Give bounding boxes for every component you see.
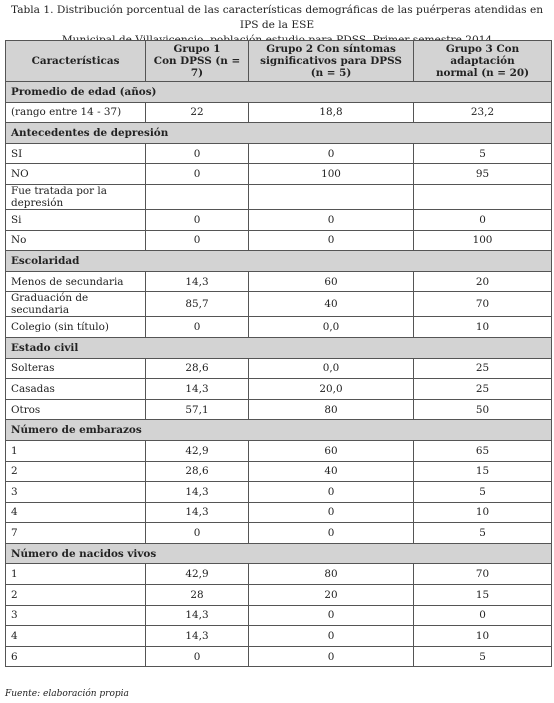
group-1-value: 14,3 — [146, 605, 249, 626]
group-1-value: 14,3 — [146, 502, 249, 523]
group-2-value: 80 — [249, 564, 414, 585]
table-row — [6, 358, 552, 379]
row-label: 3 — [6, 482, 146, 503]
group-2-value — [249, 184, 414, 209]
group-1-value: 85,7 — [146, 292, 249, 317]
group-2-value: 0 — [249, 605, 414, 626]
header-group-3: Grupo 3 Con adaptación normal (n = 20) — [414, 41, 552, 82]
table-row — [6, 271, 552, 292]
table-row — [6, 399, 552, 420]
group-3-value: 5 — [414, 482, 552, 503]
row-label: 3 — [6, 605, 146, 626]
table-row — [6, 440, 552, 461]
demographics-table — [5, 40, 552, 667]
section-label: Antecedentes de depresión — [6, 123, 552, 144]
group-1-value: 28 — [146, 585, 249, 606]
group-2-value: 18,8 — [249, 102, 414, 123]
group-2-value: 0 — [249, 143, 414, 164]
row-label: (rango entre 14 - 37) — [6, 102, 146, 123]
group-1-value: 0 — [146, 317, 249, 338]
table-row — [6, 184, 552, 209]
group-1-value: 0 — [146, 646, 249, 667]
table-row — [6, 209, 552, 230]
table-row — [6, 564, 552, 585]
group-3-value: 5 — [414, 143, 552, 164]
table-row — [6, 461, 552, 482]
group-1-value: 0 — [146, 164, 249, 185]
row-label: SI — [6, 143, 146, 164]
row-label: 1 — [6, 564, 146, 585]
group-1-value: 14,3 — [146, 626, 249, 647]
group-2-value: 20,0 — [249, 379, 414, 400]
group-2-value: 0,0 — [249, 358, 414, 379]
group-1-value: 42,9 — [146, 440, 249, 461]
caption-line-1: Tabla 1. Distribución porcentual de las características demográficas de las puérperas atendidas en IPS de la ESE — [10, 4, 544, 31]
table-row — [6, 230, 552, 251]
row-label: 1 — [6, 440, 146, 461]
group-3-value: 50 — [414, 399, 552, 420]
table-row — [6, 585, 552, 606]
group-2-value: 0,0 — [249, 317, 414, 338]
row-label: 2 — [6, 461, 146, 482]
group-1-value: 0 — [146, 143, 249, 164]
group-2-value: 0 — [249, 502, 414, 523]
group-1-value: 28,6 — [146, 461, 249, 482]
table-row — [6, 626, 552, 647]
row-label: 7 — [6, 523, 146, 544]
group-1-value: 14,3 — [146, 379, 249, 400]
row-label: 4 — [6, 626, 146, 647]
section-label: Número de embarazos — [6, 420, 552, 441]
group-3-value: 10 — [414, 502, 552, 523]
group-3-value: 5 — [414, 646, 552, 667]
source-note: Fuente: elaboración propia — [5, 689, 129, 699]
section-label: Estado civil — [6, 337, 552, 358]
section-label: Número de nacidos vivos — [6, 543, 552, 564]
group-2-value: 20 — [249, 585, 414, 606]
group-3-value: 70 — [414, 564, 552, 585]
group-3-value: 5 — [414, 523, 552, 544]
group-2-value: 60 — [249, 440, 414, 461]
group-1-value: 57,1 — [146, 399, 249, 420]
group-1-value — [146, 184, 249, 209]
group-3-value: 20 — [414, 271, 552, 292]
group-3-value: 95 — [414, 164, 552, 185]
group-1-value: 22 — [146, 102, 249, 123]
group-2-value: 0 — [249, 230, 414, 251]
table-row — [6, 605, 552, 626]
row-label: Si — [6, 209, 146, 230]
row-label: NO — [6, 164, 146, 185]
table-row — [6, 502, 552, 523]
table-row — [6, 143, 552, 164]
row-label: 4 — [6, 502, 146, 523]
row-label: Colegio (sin título) — [6, 317, 146, 338]
row-label: Menos de secundaria — [6, 271, 146, 292]
group-1-value: 42,9 — [146, 564, 249, 585]
group-1-value: 14,3 — [146, 271, 249, 292]
group-3-value: 100 — [414, 230, 552, 251]
header-group-1: Grupo 1 Con DPSS (n = 7) — [146, 41, 249, 82]
table-row — [6, 646, 552, 667]
group-2-value: 0 — [249, 523, 414, 544]
header-characteristics: Características — [6, 41, 146, 82]
group-1-value: 0 — [146, 209, 249, 230]
group-3-value: 25 — [414, 379, 552, 400]
group-2-value: 80 — [249, 399, 414, 420]
group-3-value: 15 — [414, 585, 552, 606]
group-1-value: 14,3 — [146, 482, 249, 503]
group-2-value: 100 — [249, 164, 414, 185]
row-label: 2 — [6, 585, 146, 606]
table-row — [6, 379, 552, 400]
group-3-value: 70 — [414, 292, 552, 317]
row-label: Solteras — [6, 358, 146, 379]
row-label: Casadas — [6, 379, 146, 400]
group-1-value: 0 — [146, 523, 249, 544]
header-group-2: Grupo 2 Con síntomas significativos para DPSS (n = 5) — [249, 41, 414, 82]
table-row — [6, 482, 552, 503]
group-3-value: 65 — [414, 440, 552, 461]
table-row — [6, 317, 552, 338]
row-label: No — [6, 230, 146, 251]
group-2-value: 0 — [249, 646, 414, 667]
table-header-row — [6, 41, 552, 82]
section-header-row — [6, 543, 552, 564]
section-header-row — [6, 82, 552, 103]
group-3-value: 0 — [414, 209, 552, 230]
group-3-value: 10 — [414, 626, 552, 647]
group-1-value: 0 — [146, 230, 249, 251]
group-2-value: 0 — [249, 209, 414, 230]
group-2-value: 0 — [249, 482, 414, 503]
table-row — [6, 164, 552, 185]
group-3-value: 23,2 — [414, 102, 552, 123]
section-header-row — [6, 337, 552, 358]
section-label: Promedio de edad (años) — [6, 82, 552, 103]
table-row — [6, 102, 552, 123]
row-label: Graduación de secundaria — [6, 292, 146, 317]
row-label: Fue tratada por la depresión — [6, 184, 146, 209]
table-body — [6, 82, 552, 667]
group-3-value: 10 — [414, 317, 552, 338]
section-header-row — [6, 420, 552, 441]
group-2-value: 0 — [249, 626, 414, 647]
group-2-value: 40 — [249, 292, 414, 317]
group-3-value: 15 — [414, 461, 552, 482]
table-row — [6, 292, 552, 317]
group-3-value — [414, 184, 552, 209]
group-1-value: 28,6 — [146, 358, 249, 379]
section-label: Escolaridad — [6, 251, 552, 272]
section-header-row — [6, 251, 552, 272]
row-label: 6 — [6, 646, 146, 667]
group-2-value: 60 — [249, 271, 414, 292]
group-3-value: 0 — [414, 605, 552, 626]
group-2-value: 40 — [249, 461, 414, 482]
section-header-row — [6, 123, 552, 144]
table-row — [6, 523, 552, 544]
row-label: Otros — [6, 399, 146, 420]
group-3-value: 25 — [414, 358, 552, 379]
